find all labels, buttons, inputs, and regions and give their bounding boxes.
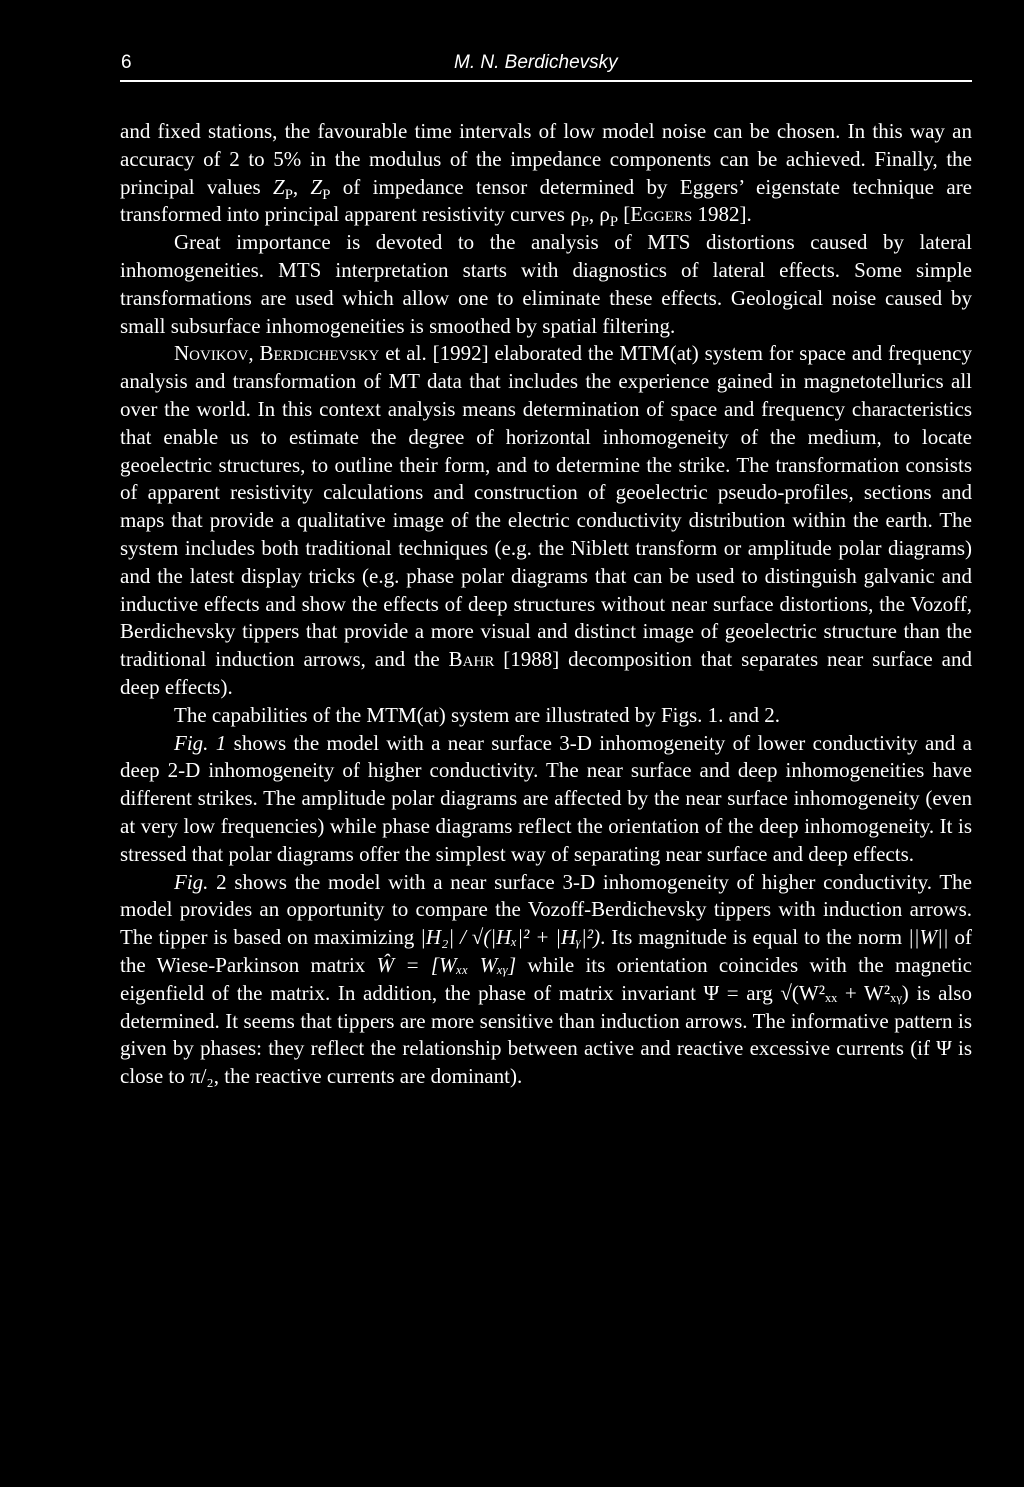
- paragraph-6: Fig. 2 shows the model with a near surface 3-D inhomogeneity of higher conductivity. The model provides an opportunity to compare the Vozoff-Berdichevsky tippers with induction arrows. The tipper is based on maximizing |H₂| / √(|Hₓ|² + |Hᵧ|²). Its magnitude is equal to the norm ||W|| of the Wiese-Parkinson matrix Ŵ = [Wₓₓ Wₓᵧ] while its orientation coincides with the magnetic eigenfield of the matrix. In addition, the phase of matrix invariant Ψ = arg √(W²ₓₓ + W²ₓᵧ) is also determined. It seems that tippers are more sensitive than induction arrows. The informative pattern is given by phases: they reflect the relationship between active and reactive excessive currents (if Ψ is close to π/₂, the reactive currents are dominant).: [120, 869, 972, 1089]
- citation-novikov: Novikov, Berdichevsky: [174, 341, 380, 366]
- citation-eggers: Eggers: [630, 202, 693, 227]
- citation-bahr: Bahr: [448, 647, 495, 672]
- figure-reference-2: Fig.: [174, 869, 209, 894]
- body-text: [120, 118, 972, 1091]
- formula-invariant: Ψ = arg √(W²ₓₓ + W²ₓᵧ): [703, 980, 909, 1005]
- header-rule: [120, 80, 972, 82]
- formula-pi-half: π/₂: [189, 1064, 214, 1089]
- figure-reference-1: Fig. 1: [174, 730, 227, 755]
- running-header: [120, 52, 972, 80]
- paragraph-3: Novikov, Berdichevsky et al. [1992] elaborated the MTM(at) system for space and frequency analysis and transformation of MT data that includes the experience gained in magnetotellurics all over the world. In this context analysis means determination of space and frequency characteristics that enable us to estimate the degree of horizontal inhomogeneity of the medium, to locate geoelectric structures, to outline their form, and to determine the strike. The transformation consists of apparent resistivity calculations and construction of geoelectric pseudo-profiles, sections and maps that provide a qualitative image of the electric conductivity distribution within the earth. The system includes both traditional techniques (e.g. the Niblett transform or amplitude polar diagrams) and the latest display tricks (e.g. phase polar diagrams that can be used to distinguish galvanic and inductive effects and show the effects of deep structures without near surface distortions, the Vozoff, Berdichevsky tippers that provide a more visual and distinct image of geoelectric structure than the traditional induction arrows, and the Bahr [1988] decomposition that separates near surface and deep effects).: [120, 341, 972, 699]
- page-number: 6: [121, 52, 132, 73]
- running-author: M. N. Berdichevsky: [454, 52, 618, 73]
- formula-norm: ||W||: [908, 925, 949, 950]
- paragraph-5: Fig. 1 shows the model with a near surface 3-D inhomogeneity of lower conductivity and a deep 2-D inhomogeneity of higher conductivity. The near surface and deep inhomogeneities have different strikes. The amplitude polar diagrams are affected by the near surface inhomogeneity (even at very low frequencies) while phase diagrams reflect the orientation of the deep inhomogeneity. It is stressed that polar diagrams offer the simplest way of separating near surface and deep effects.: [120, 730, 972, 866]
- formula-matrix: Ŵ = [Wₓₓ Wₓᵧ]: [376, 952, 517, 977]
- formula-ratio: |H₂| / √(|Hₓ|² + |Hᵧ|²): [420, 925, 601, 950]
- paragraph-1: and fixed stations, the favourable time intervals of low model noise can be chosen. In this way an accuracy of 2 to 5% in the modulus of the impedance components can be achieved. Finally, the principal values $Z_P$, $Z_P$ of impedance tensor determined by Eggers’ eigenstate technique are transformed into principal apparent resistivity curves $\rho_P$, $\rho_P$ [Eggers 1982].: [120, 119, 973, 231]
- paragraph-4: The capabilities of the MTM(at) system are illustrated by Figs. 1. and 2.: [174, 702, 780, 727]
- paragraph-2: Great importance is devoted to the analysis of MTS distortions caused by lateral inhomogeneities. MTS interpretation starts with diagnostics of lateral effects. Some simple transformations are used which allow one to eliminate these effects. Geological noise caused by small subsurface inhomogeneities is smoothed by spatial filtering.: [120, 230, 972, 338]
